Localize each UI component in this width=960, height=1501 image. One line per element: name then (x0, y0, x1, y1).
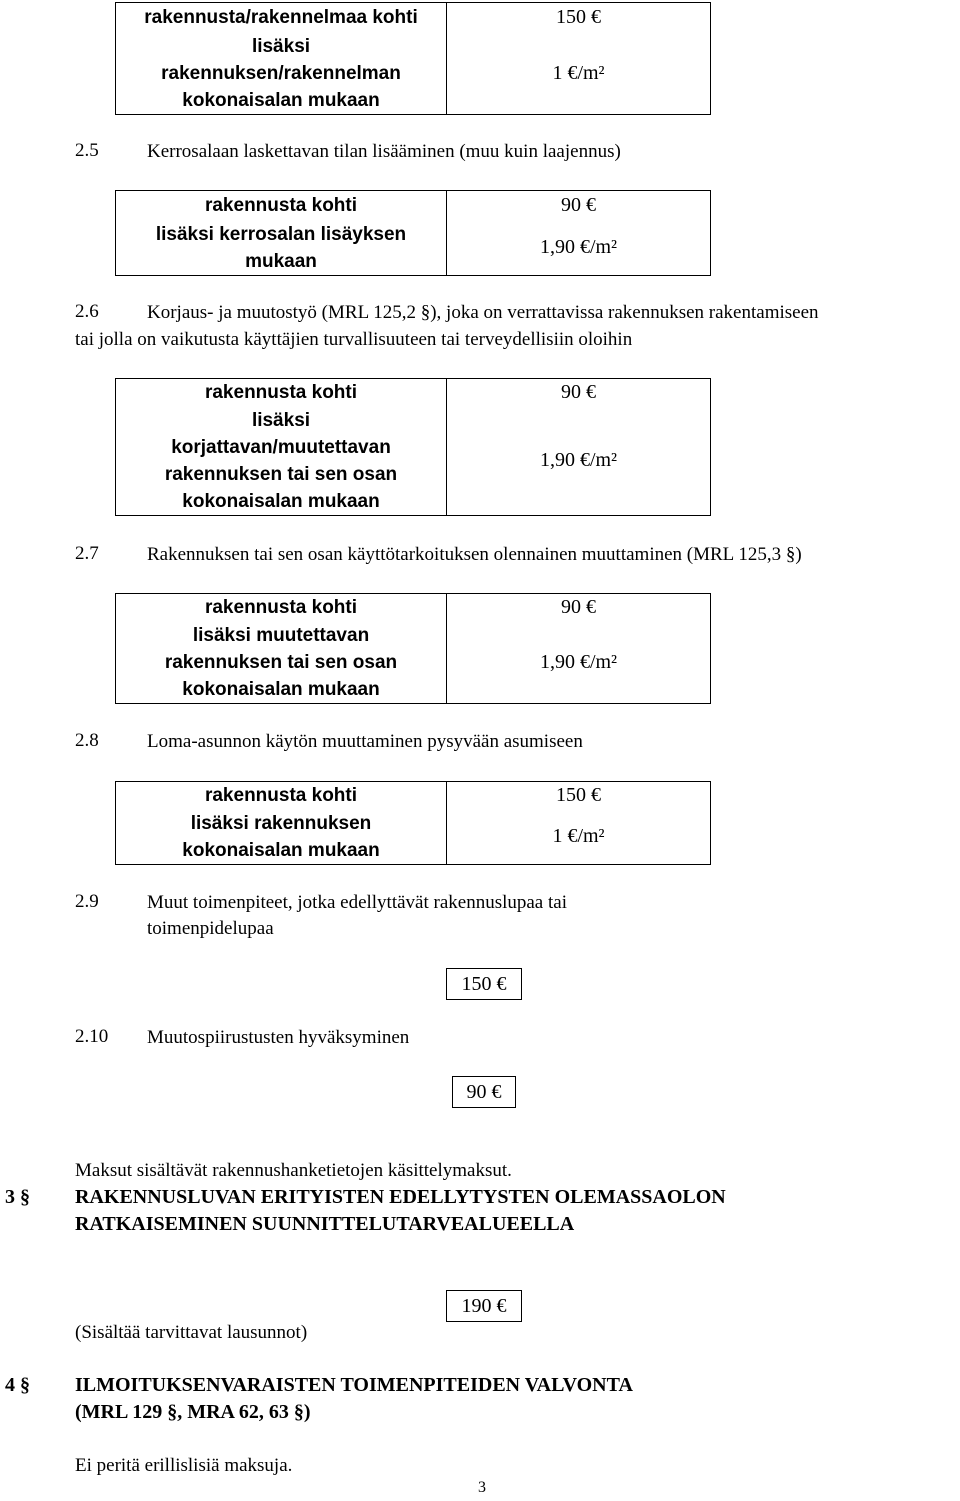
fee-amount: 90 € (447, 379, 711, 407)
fee-label-line: lisäksi (251, 409, 311, 431)
section-note: (Sisältää tarvittavat lausunnot) (75, 1322, 308, 1343)
section-number: 2.9 (75, 891, 99, 912)
fee-label (116, 33, 447, 115)
section-number: 2.5 (75, 140, 99, 161)
fee-table-2-5 (115, 190, 711, 276)
section-text (147, 299, 959, 326)
fee-amount: 1 €/m² (447, 33, 711, 115)
fee-label-line: lisäksi kerrosalan lisäyksen (155, 223, 407, 245)
fee-label-line: rakennuksen tai sen osan (164, 651, 398, 673)
section-text: Kerrosalaan laskettavan tilan lisääminen (muu kuin laajennus) (147, 141, 621, 162)
fee-table-top (115, 2, 711, 115)
fee-label-line: lisäksi muutettavan (192, 624, 370, 646)
section-text-line: Korjaus- ja muutostyö (MRL 125,2 §), joka on verrattavissa rakennuksen rakentamiseen (147, 302, 819, 323)
fee-amount: 1 €/m² (447, 810, 711, 865)
section-heading-line: (MRL 129 §, MRA 62, 63 §) (75, 1401, 311, 1423)
section-number: 2.7 (75, 543, 99, 564)
fee-amount: 1,90 €/m² (447, 407, 711, 516)
fee-amount-box: 90 € (452, 1076, 516, 1108)
fee-label-line: kokonaisalan mukaan (182, 678, 380, 700)
fee-label-line: lisäksi rakennuksen (190, 812, 372, 834)
section-number: 2.6 (75, 301, 99, 322)
fee-label-line: kokonaisalan mukaan (182, 839, 380, 861)
fee-table-2-6 (115, 378, 711, 516)
fee-amount: 1,90 €/m² (447, 221, 711, 276)
fee-label-line: rakennuksen tai sen osan (164, 463, 398, 485)
fee-label (116, 221, 447, 276)
fee-amount-box: 190 € (446, 1290, 522, 1322)
section-text: Rakennuksen tai sen osan käyttötarkoituksen olennainen muuttaminen (MRL 125,3 §) (147, 544, 802, 565)
fee-table-2-8 (115, 781, 711, 865)
fee-label-line: kokonaisalan mukaan (182, 89, 380, 111)
section-number: 2.8 (75, 730, 99, 751)
section-text: Muutospiirustusten hyväksyminen (147, 1027, 410, 1048)
fee-amount: 90 € (447, 594, 711, 622)
section-heading-line: ILMOITUKSENVARAISTEN TOIMENPITEIDEN VALVONTA (75, 1374, 633, 1396)
fee-amount: 90 € (447, 191, 711, 221)
section-number: 3 § (5, 1186, 30, 1208)
fee-label: rakennusta kohti (204, 382, 358, 404)
fee-label: rakennusta kohti (204, 785, 358, 807)
fee-label: rakennusta kohti (204, 195, 358, 217)
section-text-line: tai jolla on vaikutusta käyttäjien turvallisuuteen tai terveydellisiin oloihin (75, 329, 633, 350)
fee-label-line: korjattavan/muutettavan (171, 436, 391, 458)
section-text: Ei peritä erillislisiä maksuja. (75, 1455, 293, 1476)
fee-label-line: lisäksi (251, 35, 311, 57)
section-number: 4 § (5, 1374, 30, 1396)
section-heading-line: RATKAISEMINEN SUUNNITTELUTARVEALUEELLA (75, 1213, 575, 1235)
section-heading-line: RAKENNUSLUVAN ERITYISTEN EDELLYTYSTEN OLEMASSAOLON (75, 1186, 726, 1208)
fee-amount: 1,90 €/m² (447, 622, 711, 704)
section-number: 2.10 (75, 1026, 109, 1047)
section-text: Loma-asunnon käytön muuttaminen pysyvään asumiseen (147, 731, 583, 752)
fee-label (116, 622, 447, 704)
fee-label-line: rakennuksen/rakennelman (161, 62, 401, 84)
fee-amount-box: 150 € (446, 968, 522, 1000)
fee-label-line: mukaan (245, 250, 317, 272)
fee-amount: 150 € (447, 3, 711, 33)
note-text: Maksut sisältävät rakennushanketietojen käsittelymaksut. (75, 1160, 512, 1181)
fee-label: rakennusta/rakennelmaa kohti (144, 7, 418, 29)
fee-label (116, 407, 447, 516)
fee-label-line: kokonaisalan mukaan (182, 490, 380, 512)
fee-amount: 150 € (447, 782, 711, 810)
fee-table-2-7 (115, 593, 711, 704)
section-text-line: Muut toimenpiteet, jotka edellyttävät rakennuslupaa tai (147, 892, 567, 913)
section-text-line: toimenpidelupaa (147, 918, 274, 939)
page-number: 3 (478, 1479, 486, 1496)
fee-label (116, 810, 447, 865)
fee-label: rakennusta kohti (204, 597, 358, 619)
